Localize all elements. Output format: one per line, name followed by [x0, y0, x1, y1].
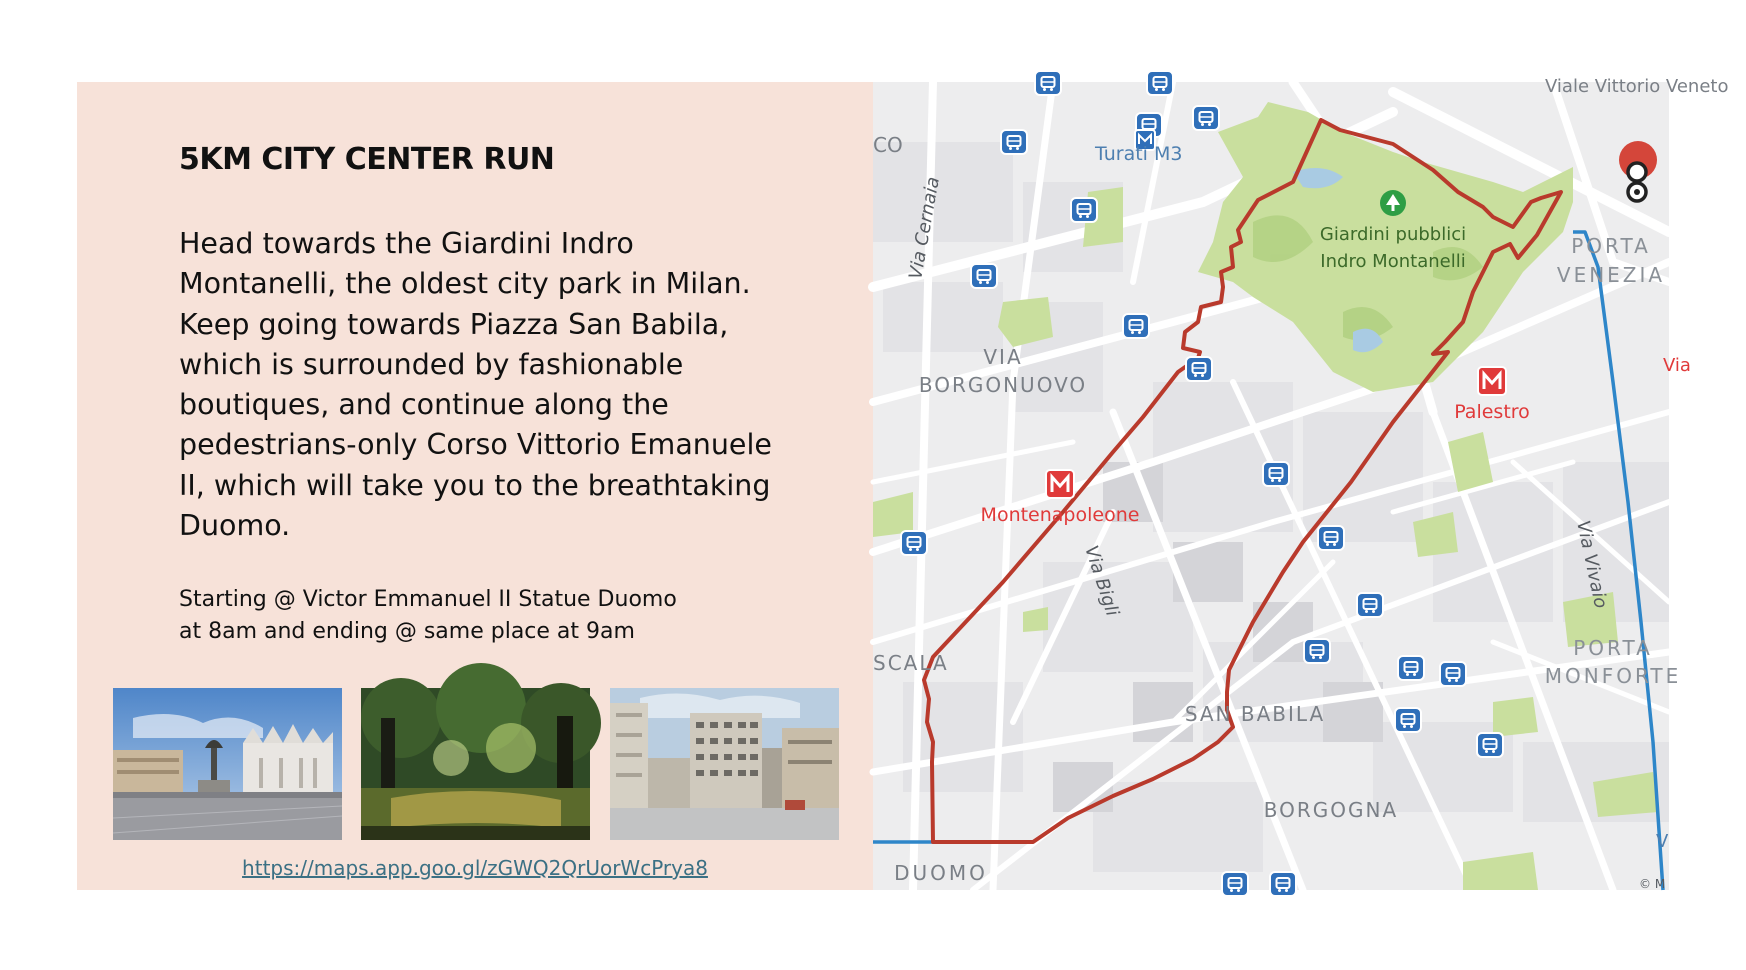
google-maps-link[interactable]: https://maps.app.goo.gl/zGWQ2QrUorWcPrya8 [242, 856, 708, 880]
duomo-square-photo [113, 688, 342, 840]
park-trees-photo [361, 688, 590, 840]
via-borgonuovo-label-1: VIA [983, 345, 1023, 369]
borgogna-label: BORGOGNA [1263, 798, 1399, 822]
via-cernaia-label: Via Cernaia [905, 175, 944, 281]
porta-monforte-label-2: MONFORTE [1544, 664, 1682, 688]
san-babila-buildings-photo [610, 688, 839, 840]
info-panel [77, 82, 873, 890]
porta-venezia-label-1: PORTA [1571, 234, 1651, 258]
edge-label-v: V [1656, 831, 1669, 852]
route-description: Head towards the Giardini Indro Montanelli, the oldest city park in Milan. Keep going towards Piazza San Babila, which is surrounded by fashionable boutiques, and continue along the pedestrians-only Corso Vittorio Emanuele II, which will take you to the breathtaking Duomo. [179, 227, 772, 543]
scala-label: SCALA [873, 651, 949, 675]
porta-monforte-label-1: PORTA [1573, 636, 1653, 660]
schedule-line-start: Starting @ Victor Emmanuel II Statue Duomo [179, 587, 677, 612]
schedule-line-end: at 8am and ending @ same place at 9am [179, 619, 635, 644]
via-vivaio-label: Via Vivaio [1572, 518, 1612, 611]
park-marker-icon [1380, 190, 1406, 216]
porta-venezia-label-2: VENEZIA [1556, 263, 1666, 287]
edge-label-via: Via [1663, 355, 1691, 376]
schedule-info [179, 584, 799, 648]
palestro-label: Palestro [1454, 401, 1530, 423]
viale-vittorio-veneto-label: Viale Vittorio Veneto [1545, 76, 1729, 97]
via-bigli-label: Via Bigli [1080, 543, 1123, 619]
duomo-label: DUOMO [894, 861, 988, 885]
park-label-line1: Giardini pubblici [1319, 224, 1467, 245]
turati-label: Turati M3 [1095, 143, 1183, 165]
edge-label-co: CO [873, 133, 903, 157]
park-label-line2: Indro Montanelli [1320, 251, 1466, 272]
map-copyright: © M [1639, 877, 1666, 891]
route-map[interactable] [873, 76, 1729, 891]
san-babila-label: SAN BABILA [1184, 702, 1326, 726]
montenapoleone-label: Montenapoleone [980, 504, 1140, 526]
via-borgonuovo-label-2: BORGONUOVO [918, 373, 1088, 397]
page-title: 5KM CITY CENTER RUN [179, 142, 555, 177]
